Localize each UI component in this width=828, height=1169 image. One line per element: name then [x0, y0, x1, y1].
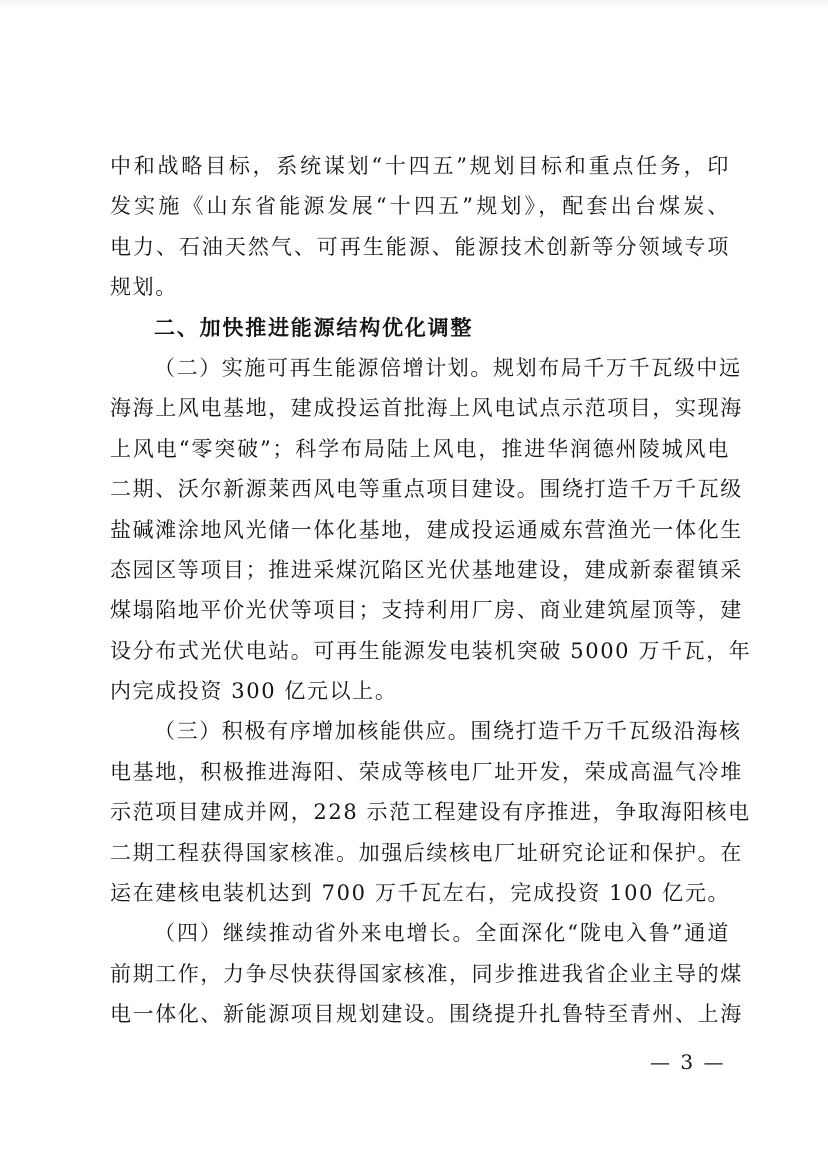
- paragraph-line: 海海上风电基地，建成投运首批海上风电试点示范项目，实现海: [110, 396, 743, 421]
- paragraph-line: 盐碱滩涂地风光储一体化基地，建成投运通威东营渔光一体化生: [110, 517, 743, 542]
- document-body: [110, 146, 752, 1035]
- paragraph-line: 发实施《山东省能源发展“十四五”规划》，配套出台煤炭、: [110, 194, 730, 219]
- paragraph-line: 二期、沃尔新源莱西风电等重点项目建设。围绕打造千万千瓦级: [110, 477, 743, 502]
- paragraph-line: 前期工作，力争尽快获得国家核准，同步推进我省企业主导的煤: [110, 961, 743, 986]
- paragraph-line: 中和战略目标，系统谋划“十四五”规划目标和重点任务，印: [110, 154, 730, 178]
- paragraph-line: 电一体化、新能源项目规划建设。围绕提升扎鲁特至青州、上海: [110, 1002, 743, 1027]
- paragraph-line: 运在建核电装机达到 700 万千瓦左右，完成投资 100 亿元。: [110, 881, 731, 906]
- section-heading: 二、加快推进能源结构优化调整: [154, 315, 474, 340]
- paragraph-first-line: （四）继续推动省外来电增长。全面深化“陇电入鲁”通道: [154, 921, 730, 946]
- paragraph-first-line: （二）实施可再生能源倍增计划。规划布局千万千瓦级中远: [154, 355, 742, 380]
- paragraph-line: 规划。: [110, 275, 178, 300]
- paragraph-line: 设分布式光伏电站。可再生能源发电装机突破 5000 万千瓦，年: [110, 638, 752, 663]
- page-number: — 3 —: [650, 1050, 726, 1074]
- paragraph-line: 煤塌陷地平价光伏等项目；支持利用厂房、商业建筑屋顶等，建: [110, 598, 743, 623]
- paragraph-line: 内完成投资 300 亿元以上。: [110, 679, 398, 704]
- paragraph-line: 上风电“零突破”；科学布局陆上风电，推进华润德州陵城风电: [110, 436, 730, 461]
- paragraph-first-line: （三）积极有序增加核能供应。围绕打造千万千瓦级沿海核: [154, 719, 742, 744]
- paragraph-line: 电力、石油天然气、可再生能源、能源技术创新等分领域专项: [110, 234, 730, 259]
- paragraph-line: 示范项目建成并网，228 示范工程建设有序推进，争取海阳核电: [110, 800, 751, 825]
- paragraph-line: 二期工程获得国家核准。加强后续核电厂址研究论证和保护。在: [110, 840, 743, 865]
- paragraph-line: 电基地，积极推进海阳、荣成等核电厂址开发，荣成高温气冷堆: [110, 759, 743, 784]
- page-top-edge: [0, 0, 828, 8]
- paragraph-line: 态园区等项目；推进采煤沉陷区光伏基地建设，建成新泰翟镇采: [110, 557, 743, 582]
